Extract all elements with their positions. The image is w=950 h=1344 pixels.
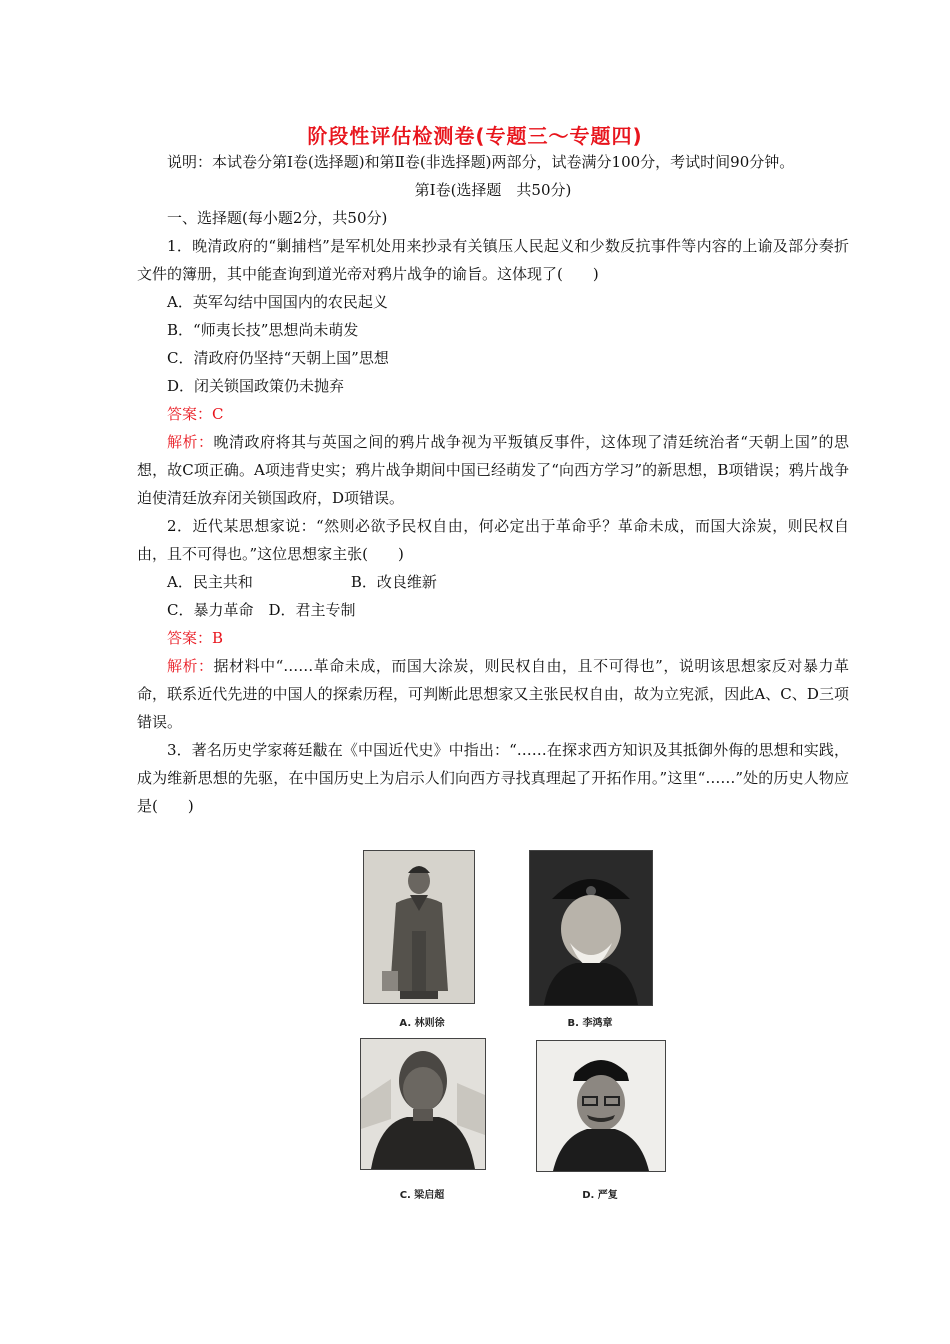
question-1-option-a: A．英军勾结中国国内的农民起义 <box>167 293 388 311</box>
portrait-a-caption: A. 林则徐 <box>399 1018 445 1029</box>
section-heading: 第Ⅰ卷(选择题 共50分) <box>414 181 572 199</box>
portrait-figure <box>352 848 662 1200</box>
answer-value: B <box>212 629 224 647</box>
question-1-option-d: D．闭关锁国政策仍未抛弃 <box>167 377 345 395</box>
question-2-option-c: C．暴力革命 <box>167 601 254 619</box>
portrait-d-image <box>536 1040 666 1172</box>
portrait-d-caption: D. 严复 <box>582 1190 618 1201</box>
question-2-answer <box>137 624 849 652</box>
analysis-text: 晚清政府将其与英国之间的鸦片战争视为平叛镇反事件，这体现了清廷统治者“天朝上国”的思想，故C项正确。A项违背史实；鸦片战争期间中国已经萌发了“向西方学习”的新思想，B项错误；鸦片战争迫使清廷放弃闭关锁国政府，D项错误。 <box>137 433 849 507</box>
question-1-stem: 1．晚清政府的“剿捕档”是军机处用来抄录有关镇压人民起义和少数反抗事件等内容的上谕及部分奏折文件的簿册，其中能查询到道光帝对鸦片战争的谕旨。这体现了( ) <box>137 237 849 283</box>
analysis-text: 据材料中“……革命未成，而国大涂炭，则民权自由，且不可得也”，说明该思想家反对暴力革命，联系近代先进的中国人的探索历程，可判断此思想家又主张民权自由，故为立宪派，因此A、C、D三项错误。 <box>137 657 849 731</box>
question-2-options-row-2 <box>137 596 849 624</box>
question-2-options-row-1 <box>137 568 849 596</box>
question-2-option-d: D．君主专制 <box>268 601 356 619</box>
exam-content <box>137 148 849 820</box>
portrait-b-image <box>529 850 653 1006</box>
portrait-a-image <box>363 850 475 1004</box>
portrait-b-caption: B. 李鸿章 <box>567 1018 613 1029</box>
question-2-analysis <box>137 652 849 736</box>
part-heading: 一、选择题(每小题2分，共50分) <box>167 209 388 227</box>
question-2-stem: 2．近代某思想家说：“然则必欲予民权自由，何必定出于革命乎？革命未成，而国大涂炭，则民权自由，且不可得也。”这位思想家主张( ) <box>137 517 849 563</box>
question-1-option-c: C．清政府仍坚持“天朝上国”思想 <box>167 349 389 367</box>
portrait-c-caption: C. 梁启超 <box>399 1190 445 1201</box>
question-1-analysis <box>137 428 849 512</box>
analysis-label: 解析： <box>167 433 214 451</box>
exam-title: 阶段性评估检测卷(专题三～专题四) <box>307 124 643 148</box>
portrait-c-image <box>360 1038 486 1170</box>
answer-label: 答案： <box>167 405 213 423</box>
question-2-option-b: B．改良维新 <box>350 573 437 591</box>
question-1-answer <box>137 400 849 428</box>
answer-value: C <box>212 405 224 423</box>
exam-instructions: 说明：本试卷分第Ⅰ卷(选择题)和第Ⅱ卷(非选择题)两部分，试卷满分100分，考试时间90分钟。 <box>167 153 795 171</box>
question-1-option-b: B．“师夷长技”思想尚未萌发 <box>167 321 359 339</box>
answer-label: 答案： <box>167 629 213 647</box>
question-3-stem: 3．著名历史学家蒋廷黻在《中国近代史》中指出：“……在探求西方知识及其抵御外侮的思想和实践，成为维新思想的先驱，在中国历史上为启示人们向西方寻找真理起了开拓作用。”这里“……”处的历史人物应是( ) <box>137 741 849 815</box>
question-2-option-a: A．民主共和 <box>167 573 253 591</box>
analysis-label: 解析： <box>167 657 214 675</box>
